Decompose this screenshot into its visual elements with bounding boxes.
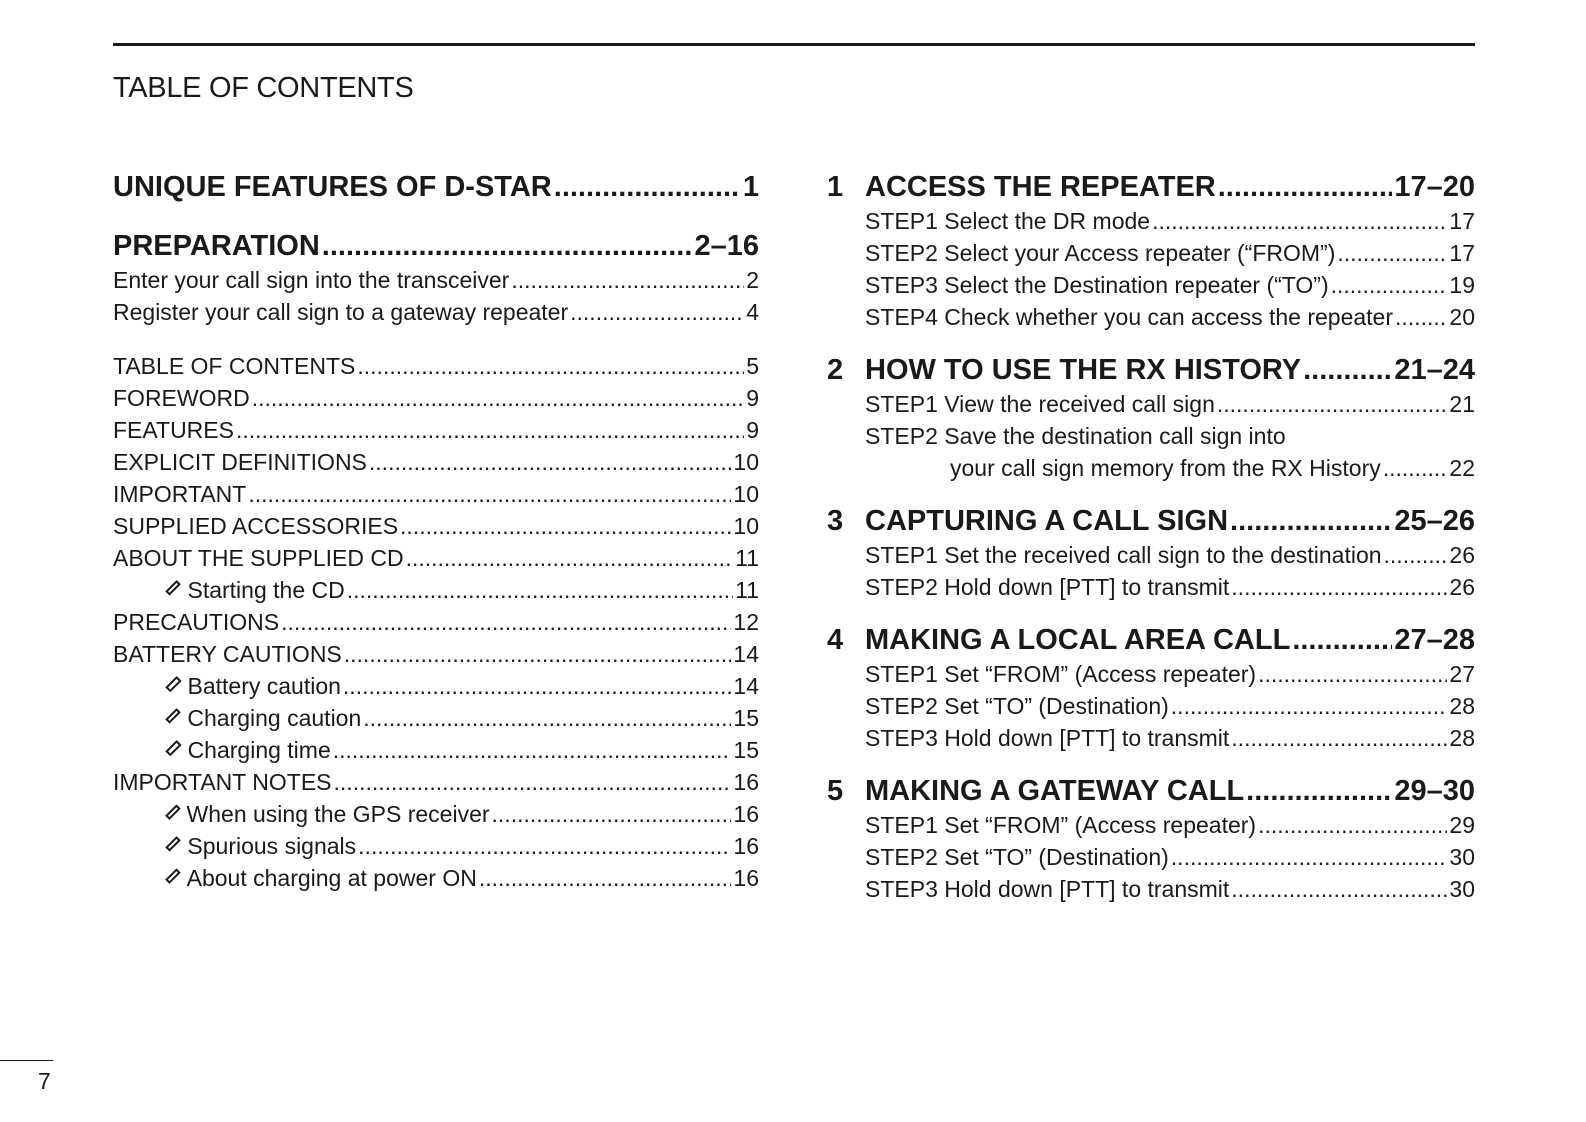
- section-5: [827, 774, 1475, 905]
- toc-entry[interactable]: [113, 446, 759, 478]
- toc-entry[interactable]: [113, 478, 759, 510]
- toc-entry[interactable]: [113, 414, 759, 446]
- entry-page: 11: [735, 545, 759, 571]
- dot-leader: [554, 170, 741, 205]
- entry-page: 17: [1449, 240, 1475, 266]
- entry-page: 9: [746, 417, 759, 443]
- step-entry[interactable]: [865, 539, 1475, 571]
- dot-leader: [334, 766, 732, 798]
- toc-subentry[interactable]: [113, 830, 759, 862]
- toc-entry[interactable]: [113, 264, 759, 296]
- section-pages: 29–30: [1394, 775, 1475, 807]
- dot-leader: [1258, 809, 1447, 841]
- entry-page: 16: [733, 865, 759, 891]
- step-entry[interactable]: [865, 873, 1475, 905]
- dot-leader: [344, 638, 732, 670]
- entry-page: 10: [733, 513, 759, 539]
- entry-page: 30: [1449, 876, 1475, 902]
- dot-leader: [281, 606, 731, 638]
- dot-leader: [492, 798, 732, 830]
- dot-leader: [1384, 539, 1448, 571]
- dot-leader: [1171, 841, 1448, 873]
- page-number: 7: [38, 1068, 51, 1094]
- toc-entry[interactable]: [113, 296, 759, 328]
- entry-label: STEP3 Hold down [PTT] to transmit: [865, 725, 1230, 751]
- section-title: MAKING A LOCAL AREA CALL: [865, 624, 1291, 656]
- entry-page: 4: [746, 299, 759, 325]
- toc-entry[interactable]: [113, 606, 759, 638]
- toc-subentry[interactable]: [113, 702, 759, 734]
- entry-label: STEP4 Check whether you can access the repeater: [865, 304, 1394, 330]
- page-title: TABLE OF CONTENTS: [113, 72, 414, 104]
- section-title: CAPTURING A CALL SIGN: [865, 505, 1229, 537]
- entry-label: Starting the CD: [187, 577, 345, 603]
- entry-label: PREPARATION: [113, 230, 320, 262]
- entry-page: 20: [1449, 304, 1475, 330]
- dot-leader: [322, 229, 693, 264]
- entry-label: SUPPLIED ACCESSORIES: [113, 513, 399, 539]
- dot-leader: [1230, 504, 1392, 539]
- dot-leader: [252, 382, 744, 414]
- entry-label: FOREWORD: [113, 385, 250, 411]
- dot-leader: [1231, 571, 1447, 603]
- toc-entry-preparation[interactable]: [113, 229, 759, 264]
- entry-label: STEP2 Set “TO” (Destination): [865, 693, 1169, 719]
- dot-leader: [1292, 623, 1392, 658]
- dot-leader: [248, 478, 731, 510]
- dot-leader: [357, 350, 744, 382]
- entry-label: your call sign memory from the RX History: [950, 455, 1381, 481]
- dot-leader: [1231, 873, 1447, 905]
- entry-label: STEP2 Select your Access repeater (“FROM”): [865, 240, 1336, 266]
- entry-label: STEP3 Select the Destination repeater (“TO”): [865, 272, 1329, 298]
- entry-label: FEATURES: [113, 417, 234, 443]
- dot-leader: [1171, 690, 1448, 722]
- toc-subentry[interactable]: [113, 574, 759, 606]
- dot-leader: [363, 702, 731, 734]
- step-entry[interactable]: [865, 722, 1475, 754]
- dot-leader: [511, 264, 744, 296]
- toc-subentry[interactable]: [113, 670, 759, 702]
- entry-page: 27: [1449, 661, 1475, 687]
- entry-label: IMPORTANT NOTES: [113, 769, 332, 795]
- entry-label: BATTERY CAUTIONS: [113, 641, 342, 667]
- entry-page: 14: [733, 673, 759, 699]
- entry-page: 29: [1449, 812, 1475, 838]
- section-pages: 27–28: [1394, 624, 1475, 656]
- section-number: 3: [827, 505, 844, 537]
- entry-label: ABOUT THE SUPPLIED CD: [113, 545, 404, 571]
- toc-entry[interactable]: [113, 542, 759, 574]
- step-entry[interactable]: [865, 301, 1475, 333]
- entry-label: About charging at power ON: [186, 865, 477, 891]
- entry-page: 9: [746, 385, 759, 411]
- step-entry[interactable]: [865, 269, 1475, 301]
- toc-entry[interactable]: [113, 510, 759, 542]
- section-heading[interactable]: [827, 170, 1475, 205]
- toc-entry[interactable]: [113, 350, 759, 382]
- entry-label: Charging caution: [187, 705, 362, 731]
- entry-label: Charging time: [187, 737, 331, 763]
- entry-label: STEP2 Hold down [PTT] to transmit: [865, 574, 1230, 600]
- top-rule: [113, 43, 1475, 46]
- section-title: ACCESS THE REPEATER: [865, 171, 1216, 203]
- entry-label: UNIQUE FEATURES OF D-STAR: [113, 171, 552, 203]
- dot-leader: [1258, 658, 1447, 690]
- footer-rule: [0, 1060, 53, 1061]
- entry-page: 26: [1449, 542, 1475, 568]
- toc-entry[interactable]: [113, 766, 759, 798]
- dot-leader: [1395, 301, 1447, 333]
- entry-page: 12: [733, 609, 759, 635]
- entry-label: STEP1 Set “FROM” (Access repeater): [865, 661, 1257, 687]
- dot-leader: [400, 510, 731, 542]
- section-pages: 21–24: [1394, 354, 1475, 386]
- entry-label: STEP3 Hold down [PTT] to transmit: [865, 876, 1230, 902]
- entry-label: PRECAUTIONS: [113, 609, 280, 635]
- dot-leader: [1337, 237, 1447, 269]
- entry-page: 16: [733, 833, 759, 859]
- entry-label: STEP1 View the received call sign: [865, 391, 1215, 417]
- step-entry[interactable]: [865, 658, 1475, 690]
- entry-label: IMPORTANT: [113, 481, 247, 507]
- dot-leader: [1152, 205, 1447, 237]
- section-number: 2: [827, 354, 844, 386]
- diamond-icon: [165, 580, 181, 596]
- section-heading[interactable]: [827, 774, 1475, 809]
- entry-page: 10: [733, 449, 759, 475]
- section-title: HOW TO USE THE RX HISTORY: [865, 354, 1302, 386]
- toc-left-column: [113, 170, 759, 894]
- entry-page: 14: [733, 641, 759, 667]
- dot-leader: [1231, 722, 1447, 754]
- section-pages: 17–20: [1394, 171, 1475, 203]
- diamond-icon: [165, 836, 181, 852]
- section-heading[interactable]: [827, 504, 1475, 539]
- entry-page: 2–16: [694, 230, 759, 262]
- diamond-icon: [165, 676, 181, 692]
- entry-page: 19: [1449, 272, 1475, 298]
- toc-right-column: [827, 170, 1475, 925]
- dot-leader: [1246, 774, 1392, 809]
- entry-label: Spurious signals: [187, 833, 357, 859]
- entry-label: Register your call sign to a gateway repeater: [113, 299, 569, 325]
- section-heading[interactable]: [827, 623, 1475, 658]
- diamond-icon: [165, 708, 181, 724]
- entry-label: STEP1 Set the received call sign to the destination: [865, 542, 1382, 568]
- entry-page: 26: [1449, 574, 1475, 600]
- dot-leader: [1218, 170, 1393, 205]
- entry-label: STEP2 Set “TO” (Destination): [865, 844, 1169, 870]
- entry-label: TABLE OF CONTENTS: [113, 353, 356, 379]
- dot-leader: [333, 734, 732, 766]
- entry-page: 17: [1449, 208, 1475, 234]
- section-number: 1: [827, 171, 844, 203]
- section-title: MAKING A GATEWAY CALL: [865, 775, 1245, 807]
- toc-subentry[interactable]: [113, 734, 759, 766]
- entry-page: 15: [733, 705, 759, 731]
- entry-page: 15: [733, 737, 759, 763]
- dot-leader: [358, 830, 731, 862]
- step-entry[interactable]: [865, 809, 1475, 841]
- entry-page: 2: [746, 267, 759, 293]
- entry-page: 11: [735, 577, 759, 603]
- entry-page: 28: [1449, 725, 1475, 751]
- entry-page: 22: [1449, 455, 1475, 481]
- entry-page: 16: [733, 801, 759, 827]
- section-4: [827, 623, 1475, 754]
- entry-page: 10: [733, 481, 759, 507]
- entry-page: 21: [1449, 391, 1475, 417]
- toc-entry[interactable]: [113, 382, 759, 414]
- toc-entry-unique-features[interactable]: [113, 170, 759, 205]
- diamond-icon: [165, 804, 180, 819]
- entry-page: 30: [1449, 844, 1475, 870]
- toc-subentry[interactable]: [113, 798, 759, 830]
- dot-leader: [343, 670, 731, 702]
- section-number: 5: [827, 775, 844, 807]
- entry-page: 1: [742, 171, 759, 203]
- section-3: [827, 504, 1475, 603]
- diamond-icon: [165, 868, 180, 883]
- section-pages: 25–26: [1394, 505, 1475, 537]
- step-entry[interactable]: [865, 237, 1475, 269]
- entry-page: 28: [1449, 693, 1475, 719]
- dot-leader: [1383, 452, 1448, 484]
- step-entry[interactable]: [865, 841, 1475, 873]
- toc-subentry[interactable]: [113, 862, 759, 894]
- step-entry[interactable]: [865, 690, 1475, 722]
- step-entry-first-line[interactable]: STEP2 Save the destination call sign into: [865, 423, 1286, 449]
- section-1: [827, 170, 1475, 333]
- step-entry-continuation[interactable]: [950, 452, 1475, 484]
- section-2: [827, 353, 1475, 484]
- dot-leader: [369, 446, 732, 478]
- section-number: 4: [827, 624, 844, 656]
- entry-label: Enter your call sign into the transceiver: [113, 267, 510, 293]
- dot-leader: [347, 574, 733, 606]
- entry-label: Battery caution: [187, 673, 341, 699]
- dot-leader: [1217, 388, 1448, 420]
- section-heading[interactable]: [827, 353, 1475, 388]
- diamond-icon: [165, 740, 181, 756]
- dot-leader: [479, 862, 732, 894]
- entry-label: STEP1 Select the DR mode: [865, 208, 1151, 234]
- dot-leader: [406, 542, 734, 574]
- entry-label: EXPLICIT DEFINITIONS: [113, 449, 367, 475]
- dot-leader: [236, 414, 744, 446]
- dot-leader: [1303, 353, 1392, 388]
- step-entry[interactable]: [865, 571, 1475, 603]
- entry-label: When using the GPS receiver: [186, 801, 490, 827]
- step-entry[interactable]: [865, 388, 1475, 420]
- entry-page: 5: [746, 353, 759, 379]
- dot-leader: [570, 296, 744, 328]
- step-entry[interactable]: [865, 205, 1475, 237]
- entry-label: STEP1 Set “FROM” (Access repeater): [865, 812, 1257, 838]
- dot-leader: [1331, 269, 1448, 301]
- entry-page: 16: [733, 769, 759, 795]
- toc-entry[interactable]: [113, 638, 759, 670]
